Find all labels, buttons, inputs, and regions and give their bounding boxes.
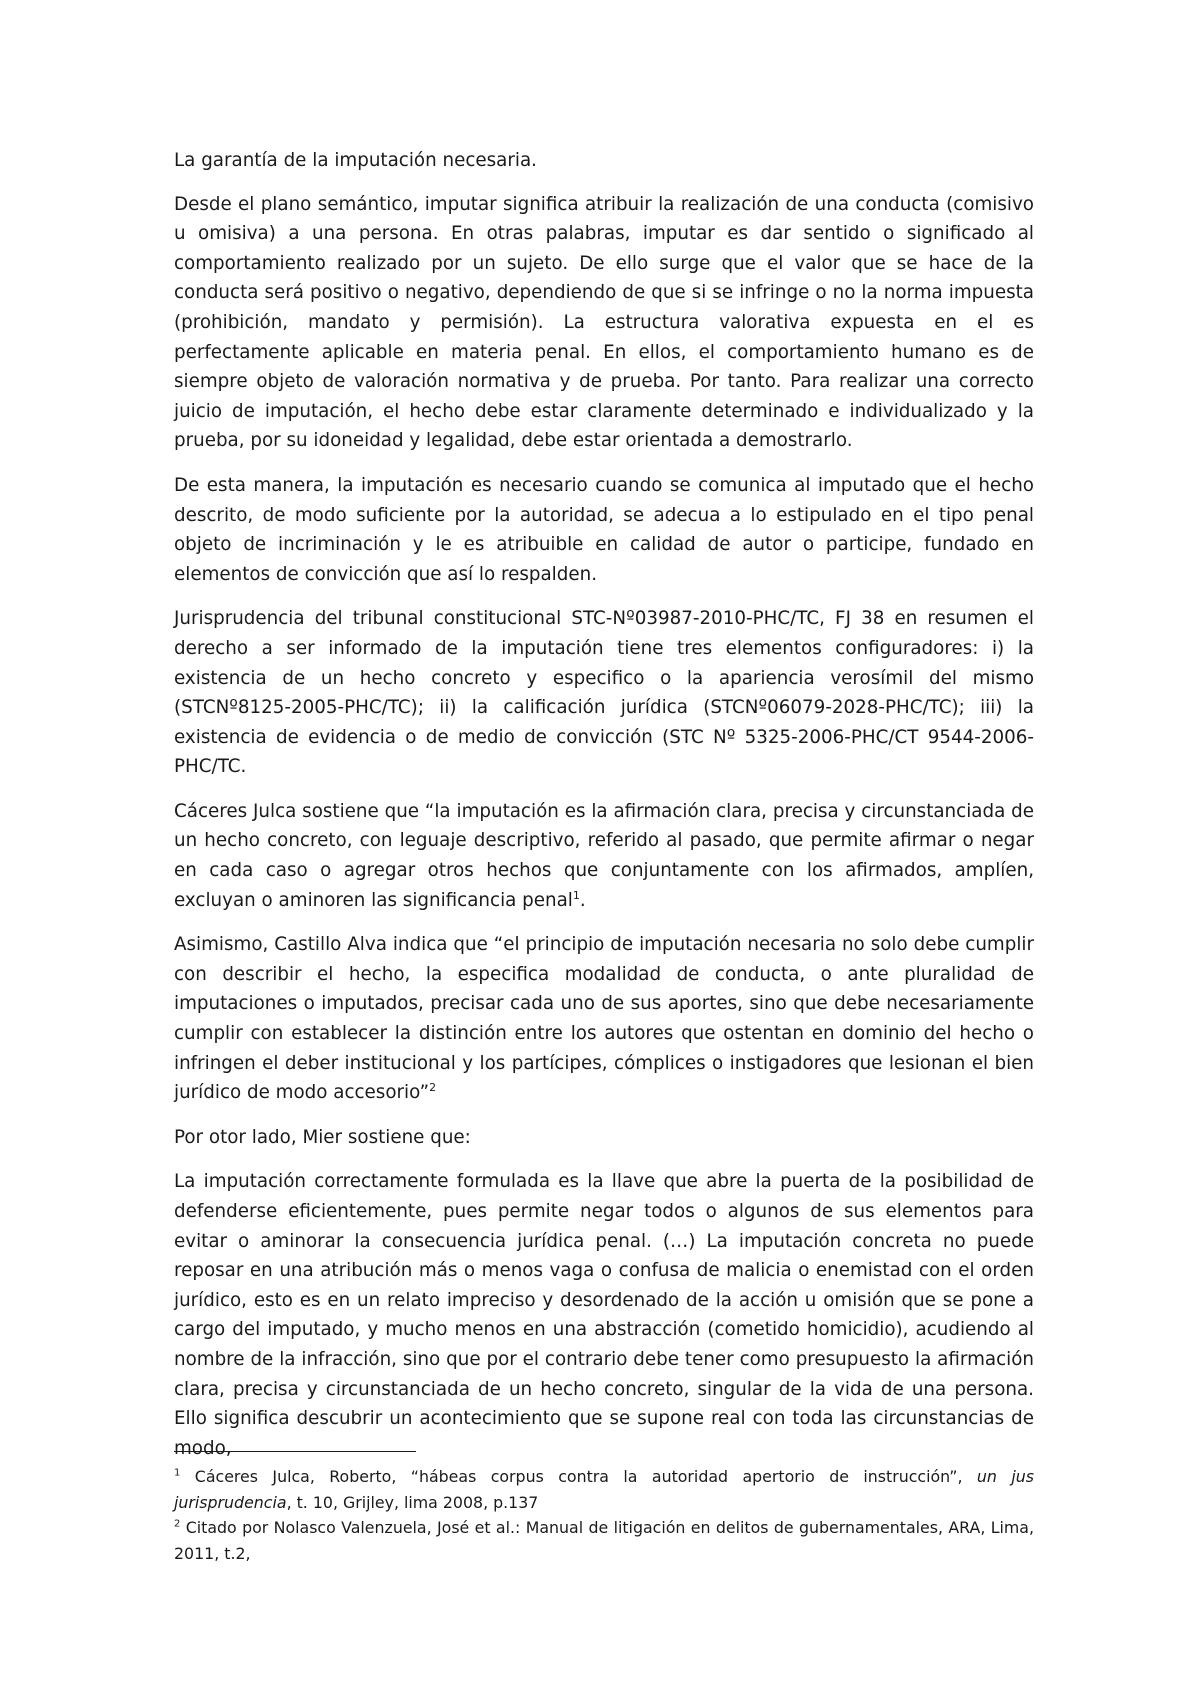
footnote-2-text: Citado por Nolasco Valenzuela, José et al.: Manual de litigación en delitos de gubernamentales, ARA, Lima, 2011, t.2, xyxy=(174,1518,1034,1563)
document-body xyxy=(174,146,1034,1478)
paragraph-necessary-imputation: De esta manera, la imputación es necesario cuando se comunica al imputado que el hecho descrito, de modo suficiente por la autoridad, se adecua a lo estipulado en el tipo penal objeto de incriminación y le es atribuible en calidad de autor o participe, fundado en elementos de convicción que así lo respalden. xyxy=(174,474,1034,585)
footnote-separator xyxy=(174,1451,416,1452)
paragraph-caceres-julca-text: Cáceres Julca sostiene que “la imputación es la afirmación clara, precisa y circunstanciada de un hecho concreto, con leguaje descriptivo, referido al pasado, que permite afirmar o negar en cada caso o agregar otros hechos que conjuntamente con los afirmados, amplíen, excluyan o aminoren las significancia penal xyxy=(174,800,1034,911)
paragraph-jurisprudence: Jurisprudencia del tribunal constitucional STC-Nº03987-2010-PHC/TC, FJ 38 en resumen el derecho a ser informado de la imputación tiene tres elementos configuradores: i) la existencia de un hecho concreto y especifico o la apariencia verosímil del mismo (STCNº8125-2005-PHC/TC); ii) la calificación jurídica (STCNº06079-2028-PHC/TC); iii) la existencia de evidencia o de medio de convicción (STC Nº 5325-2006-PHC/CT 9544-2006-PHC/TC. xyxy=(174,608,1034,778)
footnote-2-marker: 2 xyxy=(174,1518,181,1530)
paragraph-castillo-alva xyxy=(174,930,1034,1108)
paragraph-caceres-julca-tail: . xyxy=(579,889,586,911)
paragraph-semantic-definition: Desde el plano semántico, imputar significa atribuir la realización de una conducta (comisivo u omisiva) a una persona. En otras palabras, imputar es dar sentido o significado al comportamiento realizado por un sujeto. De ello surge que el valor que se hace de la conducta será positivo o negativo, dependiendo de que si se infringe o no la norma impuesta (prohibición, mandato y permisión). La estructura valorativa expuesta en el es perfectamente aplicable en materia penal. En ellos, el comportamiento humano es de siempre objeto de valoración normativa y de prueba. Por tanto. Para realizar una correcto juicio de imputación, el hecho debe estar claramente determinado e individualizado y la prueba, por su idoneidad y legalidad, debe estar orientada a demostrarlo. xyxy=(174,193,1034,452)
paragraph-mier-intro: Por otor lado, Mier sostiene que: xyxy=(174,1126,471,1148)
paragraph-mier-quote: La imputación correctamente formulada es la llave que abre la puerta de la posibilidad de defenderse eficientemente, pues permite negar todos o algunos de sus elementos para evitar o aminorar la consecuencia jurídica penal. (…) La imputación concreta no puede reposar en una atribución más o menos vaga o confusa de malicia o enemistad con el orden jurídico, esto es en un relato impreciso y desordenado de la acción u omisión que se pone a cargo del imputado, y mucho menos en una abstracción (cometido homicidio), acudiendo al nombre de la infracción, sino que por el contrario debe tener como presupuesto la afirmación clara, precisa y circunstanciada de un hecho concreto, singular de la vida de una persona. Ello significa descubrir un acontecimiento que se supone real con toda las circunstancias de modo, xyxy=(174,1171,1034,1459)
document-title: La garantía de la imputación necesaria. xyxy=(174,150,537,171)
footnote-1-marker: 1 xyxy=(174,1467,181,1479)
footnote-ref-2[interactable]: 2 xyxy=(429,1081,437,1095)
paragraph-caceres-julca xyxy=(174,797,1034,915)
footnote-1 xyxy=(174,1464,1034,1515)
footnote-1-text-italic: un jus jurisprudencia xyxy=(174,1467,1034,1512)
footnote-ref-1[interactable]: 1 xyxy=(572,888,580,902)
footnote-1-text-b: , t. 10, Grijley, lima 2008, p.137 xyxy=(286,1492,539,1512)
paragraph-castillo-alva-text: Asimismo, Castillo Alva indica que “el principio de imputación necesaria no solo debe cumplir con describir el hecho, la especifica modalidad de conducta, o ante pluralidad de imputaciones o imputados, precisar cada uno de sus aportes, sino que debe necesariamente cumplir con establecer la distinción entre los autores que ostentan en dominio del hecho o infringen el deber institucional y los partícipes, cómplices o instigadores que lesionan el bien jurídico de modo accesorio” xyxy=(174,934,1034,1104)
footnote-1-text-a: Cáceres Julca, Roberto, “hábeas corpus contra la autoridad apertorio de instrucción”, xyxy=(180,1467,977,1486)
footnotes-section xyxy=(174,1451,1034,1566)
footnote-2 xyxy=(174,1515,1034,1566)
